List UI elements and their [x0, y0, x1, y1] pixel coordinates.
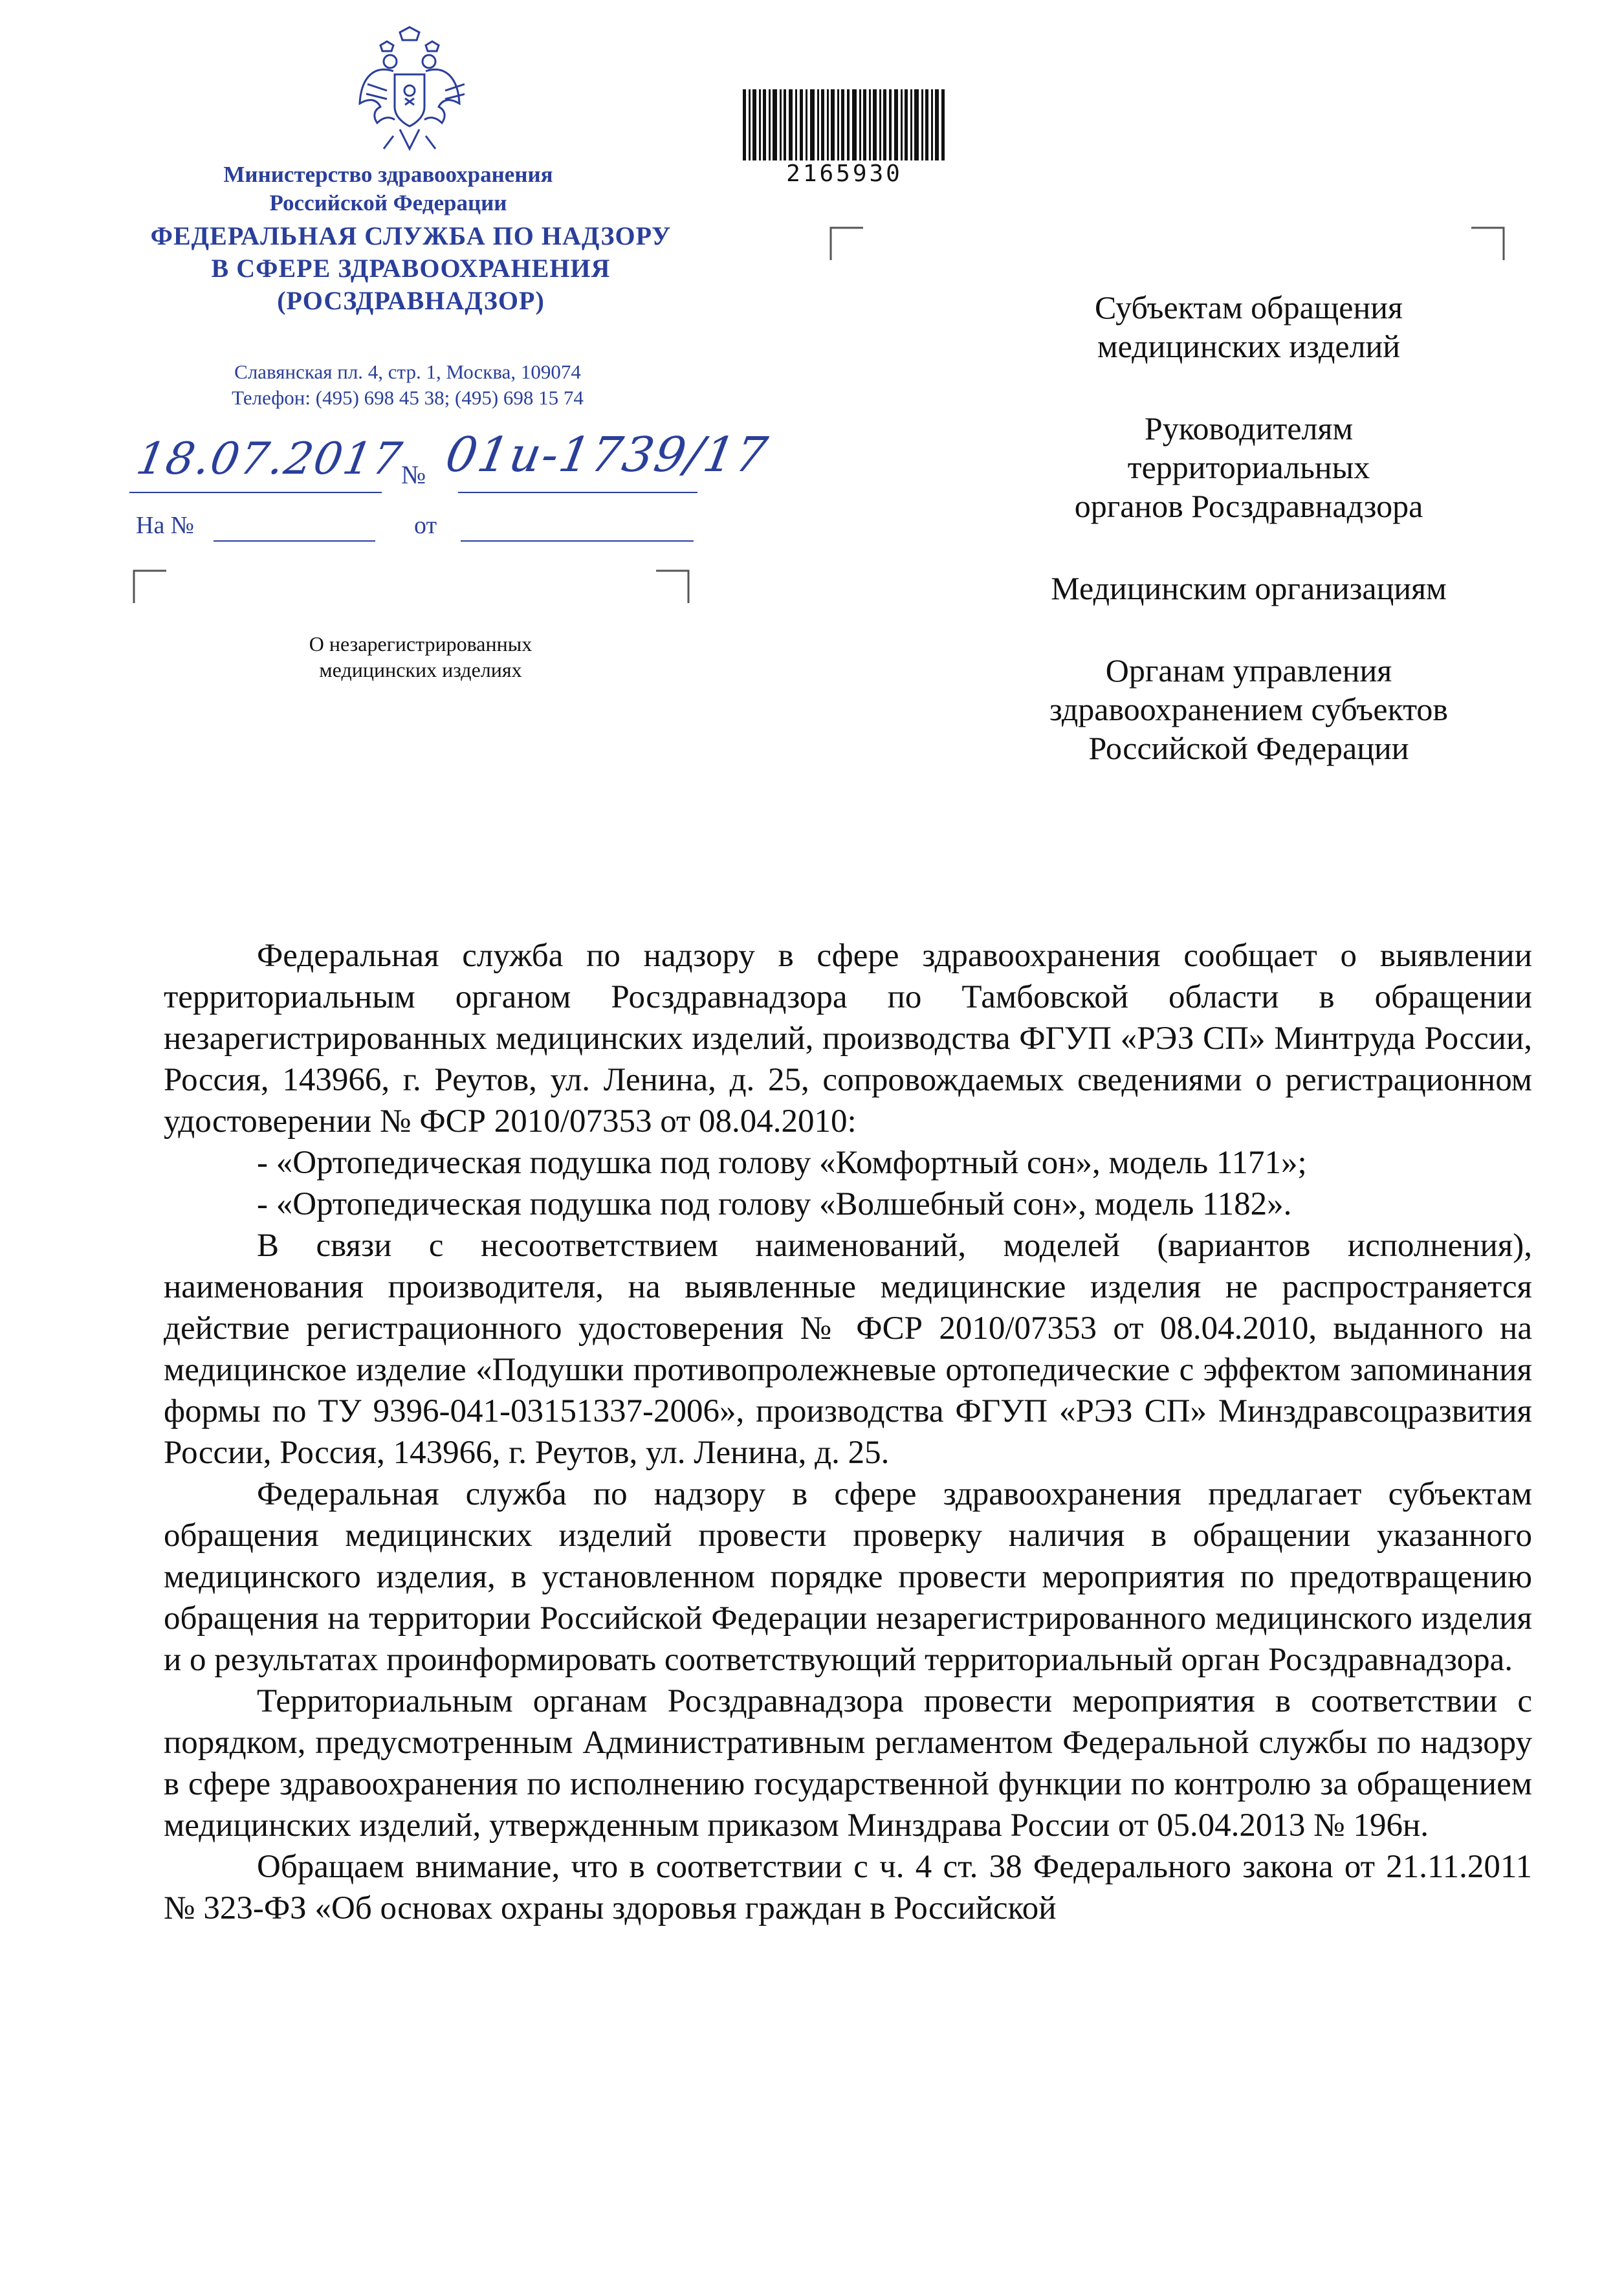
recipient-group — [906, 651, 1592, 767]
reference-date-label: от — [414, 512, 437, 539]
recipient-group — [906, 409, 1592, 525]
recipient-line: Органам управления — [1105, 652, 1392, 689]
coat-of-arms-icon — [355, 26, 465, 155]
subject-line-2: медицинских изделиях — [319, 658, 522, 681]
ministry-name — [162, 160, 615, 217]
reference-number-blank — [214, 540, 375, 542]
ministry-line-1: Министерство здравоохранения — [223, 162, 553, 187]
body-paragraph-2: В связи с несоответствием наименований, моделей (вариантов исполнения), наименования производителя, на выявленные медицинские изделия не распространяется действие регистрационного удостоверения № ФСР 2010/07353 от 08.04.2010, выданного на медицинское изделие «Подушки противопролежневые ортопедические с эффектом запоминания формы по ТУ 9396-041-03151337-2006», производства ФГУП «РЭЗ СП» Минздравсоцразвития России, Россия, 143966, г. Реутов, ул. Ленина, д. 25. — [164, 1228, 1532, 1471]
corner-mark-top-right — [655, 569, 690, 604]
phone-line: Телефон: (495) 698 45 38; (495) 698 15 74 — [232, 386, 584, 409]
registration-line — [129, 427, 773, 498]
registration-date: 18.07.2017 — [133, 434, 407, 485]
reference-date-blank — [461, 540, 694, 542]
number-underline — [458, 492, 697, 493]
date-underline — [129, 492, 382, 493]
reference-line — [129, 511, 699, 550]
barcode-number: 2165930 — [786, 160, 903, 187]
reference-number-label: На № — [136, 512, 195, 539]
address-line: Славянская пл. 4, стр. 1, Москва, 109074 — [234, 360, 581, 383]
letter-body — [164, 935, 1532, 1929]
corner-mark-recipients-left — [829, 226, 864, 261]
recipient-line: Медицинским организациям — [1051, 570, 1447, 606]
recipients-block — [906, 288, 1592, 811]
recipient-line: здравоохранением субъектов — [1049, 691, 1449, 727]
service-line-1: ФЕДЕРАЛЬНАЯ СЛУЖБА ПО НАДЗОРУ — [150, 221, 672, 250]
recipient-line: медицинских изделий — [1097, 328, 1401, 364]
recipient-line: Субъектам обращения — [1095, 289, 1403, 325]
body-paragraph-5: Обращаем внимание, что в соответствии с ч. 4 ст. 38 Федерального закона от 21.11.2011 № 323-ФЗ «Об основах охраны здоровья граждан в Российской — [164, 1849, 1532, 1926]
recipient-line: Российской Федерации — [1088, 730, 1409, 766]
service-name — [110, 220, 712, 317]
list-item-1: - «Ортопедическая подушка под голову «Комфортный сон», модель 1171»; — [257, 1145, 1307, 1181]
recipient-line: органов Росздравнадзора — [1074, 488, 1423, 524]
service-line-3: (РОСЗДРАВНАДЗОР) — [277, 286, 545, 315]
recipient-line: Руководителям — [1144, 410, 1354, 447]
corner-mark-top-left — [133, 569, 168, 604]
number-sign: № — [401, 460, 426, 489]
body-paragraph-3: Федеральная служба по надзору в сфере здравоохранения предлагает субъектам обращения медицинских изделий провести проверку наличия в обращении указанного медицинского изделия, в установленном порядке провести мероприятия по предотвращению обращения на территории Российской Федерации незарегистрированного медицинского изделия и о результатах проинформировать соответствующий территориальный орган Росздравнадзора. — [164, 1476, 1532, 1678]
registration-number: 01и-1739/17 — [441, 427, 773, 483]
subject-line-1: О незарегистрированных — [309, 632, 532, 656]
recipient-group — [906, 288, 1592, 366]
letter-subject — [194, 631, 647, 683]
corner-mark-recipients-right — [1470, 226, 1505, 261]
barcode-icon — [743, 89, 945, 160]
recipient-line: территориальных — [1127, 449, 1370, 485]
body-paragraph-4: Территориальным органам Росздравнадзора провести мероприятия в соответствии с порядком, предусмотренным Административным регламентом Федеральной службы по надзору в сфере здравоохранения по исполнению государственной функции по контролю за обращением медицинских изделий, утвержденным приказом Минздрава России от 05.04.2013 № 196н. — [164, 1683, 1532, 1844]
service-line-2: В СФЕРЕ ЗДРАВООХРАНЕНИЯ — [211, 254, 611, 283]
body-paragraph-1: Федеральная служба по надзору в сфере здравоохранения сообщает о выявлении территориальным органом Росздравнадзора по Тамбовской области в обращении незарегистрированных медицинских изделий, производства ФГУП «РЭЗ СП» Минтруда России, Россия, 143966, г. Реутов, ул. Ленина, д. 25, сопровождаемых сведениями о регистрационном удостоверении № ФСР 2010/07353 от 08.04.2010: — [164, 938, 1532, 1140]
recipient-group — [906, 569, 1592, 608]
list-item-2: - «Ортопедическая подушка под голову «Волшебный сон», модель 1182». — [257, 1186, 1292, 1222]
address-block — [149, 359, 666, 411]
ministry-line-2: Российской Федерации — [269, 190, 507, 215]
